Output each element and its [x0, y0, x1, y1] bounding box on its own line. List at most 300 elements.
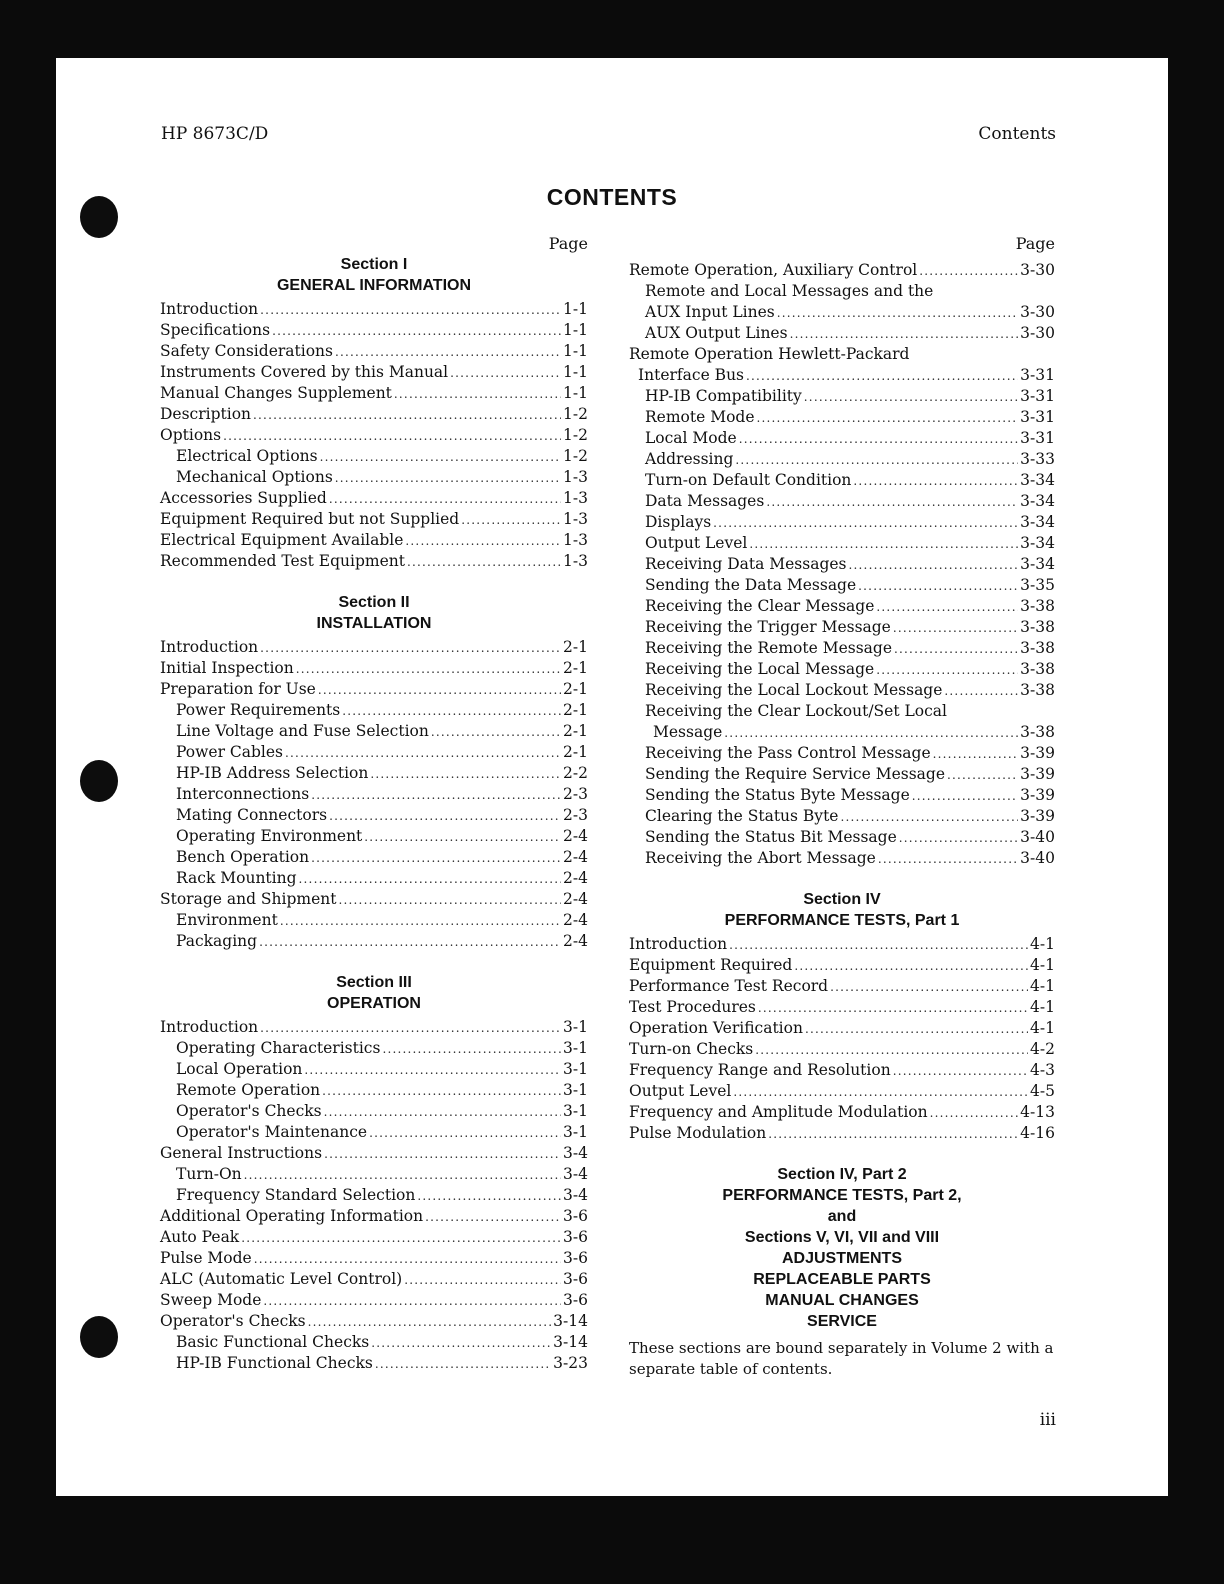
toc-leader-dots [272, 321, 561, 342]
toc-entry[interactable] [160, 488, 588, 509]
toc-entry-page: 3-33 [1020, 450, 1055, 468]
toc-entry-page: 3-38 [1020, 660, 1055, 678]
toc-entry-page: 3-38 [1020, 681, 1055, 699]
toc-leader-dots [450, 363, 561, 384]
section-heading-line: OPERATION [327, 995, 421, 1012]
toc-entry[interactable] [160, 1227, 588, 1248]
section-heading-line: SERVICE [807, 1313, 877, 1330]
toc-entry-title: Preparation for Use [160, 680, 316, 698]
toc-entry[interactable] [160, 551, 588, 572]
toc-entry[interactable] [629, 260, 1055, 281]
toc-entry-page: 3-4 [563, 1165, 588, 1183]
toc-entry-page: 4-13 [1020, 1103, 1055, 1121]
toc-entry-page: 2-4 [563, 890, 588, 908]
page-column-label: Page [548, 234, 588, 253]
toc-entry-title: Remote Operation, Auxiliary Control [629, 261, 918, 279]
toc-leader-dots [364, 827, 561, 848]
toc-entry[interactable] [160, 1206, 588, 1227]
section-heading-line: MANUAL CHANGES [765, 1292, 919, 1309]
toc-entry-page: 4-16 [1020, 1124, 1055, 1142]
toc-leader-dots [431, 722, 561, 743]
toc-leader-dots [244, 1165, 561, 1186]
toc-entry-title: Receiving Data Messages [645, 555, 847, 573]
toc-entry[interactable] [160, 868, 588, 889]
toc-entry[interactable] [629, 934, 1055, 955]
toc-entry[interactable] [160, 1353, 588, 1374]
toc-entry[interactable] [160, 679, 588, 700]
toc-entry[interactable] [629, 848, 1055, 869]
toc-entry-title: Safety Considerations [160, 342, 333, 360]
section-heading-line: Sections V, VI, VII and VIII [744, 1229, 940, 1246]
toc-entry-title: Receiving the Remote Message [645, 639, 893, 657]
toc-entry-title: Remote Mode [645, 408, 755, 426]
toc-leader-dots [304, 1060, 561, 1081]
section-heading-line: Section III [336, 974, 412, 991]
toc-leader-dots [724, 723, 1018, 744]
toc-entry[interactable] [160, 889, 588, 910]
toc-entry-title: Output Level [645, 534, 748, 552]
toc-entry[interactable] [629, 955, 1055, 976]
section-heading-line: Section I [340, 256, 408, 273]
toc-entry[interactable] [629, 407, 1055, 428]
toc-leader-dots [260, 300, 561, 321]
toc-entry-title: Bench Operation [176, 848, 310, 866]
toc-leader-dots [805, 1019, 1028, 1040]
toc-entry-page: 3-31 [1020, 429, 1055, 447]
toc-entry[interactable] [160, 721, 588, 742]
toc-leader-dots [876, 597, 1018, 618]
toc-entry-page: 3-34 [1020, 513, 1055, 531]
toc-entry-title: Auto Peak [160, 1228, 240, 1246]
toc-entry-page: 3-6 [563, 1270, 588, 1288]
toc-leader-dots [840, 807, 1018, 828]
toc-entry[interactable] [160, 700, 588, 721]
toc-entry[interactable] [629, 344, 1055, 365]
toc-entry[interactable] [160, 1101, 588, 1122]
toc-entry[interactable] [629, 722, 1055, 743]
toc-leader-dots [407, 552, 561, 573]
toc-entry[interactable] [629, 1123, 1055, 1144]
toc-entry-page: 4-1 [1030, 977, 1055, 995]
toc-entry[interactable] [629, 1102, 1055, 1123]
toc-entry-title: Interface Bus [638, 366, 745, 384]
toc-entry[interactable] [160, 1038, 588, 1059]
section-heading-line: INSTALLATION [316, 615, 432, 632]
toc-entry[interactable] [160, 383, 588, 404]
toc-entry[interactable] [160, 826, 588, 847]
page-column-label: Page [1015, 234, 1055, 253]
toc-entry-title: Frequency Range and Resolution [629, 1061, 891, 1079]
toc-entry-title: Operator's Checks [176, 1102, 322, 1120]
toc-entry-page: 3-6 [563, 1207, 588, 1225]
toc-entry-page: 1-2 [563, 426, 588, 444]
toc-entry-page: 3-39 [1020, 765, 1055, 783]
toc-entry-title: Performance Test Record [629, 977, 829, 995]
toc-entry-page: 3-38 [1020, 618, 1055, 636]
toc-entry[interactable] [160, 509, 588, 530]
toc-entry-page: 1-1 [563, 300, 588, 318]
section-heading-line: Section IV, Part 2 [777, 1166, 907, 1183]
toc-entry-title: Test Procedures [629, 998, 756, 1016]
toc-entry[interactable] [629, 1018, 1055, 1039]
toc-leader-dots [263, 1291, 561, 1312]
toc-entry-page: 3-30 [1020, 261, 1055, 279]
toc-leader-dots [335, 342, 561, 363]
toc-entry-title: ALC (Automatic Level Control) [160, 1270, 403, 1288]
toc-entry-title: Introduction [629, 935, 728, 953]
toc-leader-dots [912, 786, 1018, 807]
toc-entry-title: Storage and Shipment [160, 890, 337, 908]
toc-entry[interactable] [160, 1332, 588, 1353]
toc-leader-dots [893, 618, 1018, 639]
toc-leader-dots [849, 555, 1019, 576]
toc-entry-page: 3-1 [563, 1018, 588, 1036]
toc-entry-title: Pulse Modulation [629, 1124, 767, 1142]
toc-leader-dots [394, 384, 561, 405]
toc-entry[interactable] [160, 1269, 588, 1290]
toc-leader-dots [369, 1123, 561, 1144]
toc-entry-title: Manual Changes Supplement [160, 384, 392, 402]
toc-entry[interactable] [160, 467, 588, 488]
toc-entry-title: Message [653, 723, 723, 741]
toc-entry[interactable] [160, 637, 588, 658]
toc-entry-page: 1-3 [563, 552, 588, 570]
toc-entry[interactable] [629, 743, 1055, 764]
toc-entry[interactable] [629, 554, 1055, 575]
toc-leader-dots [223, 426, 561, 447]
toc-entry-page: 2-4 [563, 848, 588, 866]
toc-entry[interactable] [629, 701, 1055, 722]
toc-entry-title: Turn-On [176, 1165, 242, 1183]
toc-entry[interactable] [160, 658, 588, 679]
toc-entry-title: Receiving the Clear Message [645, 597, 875, 615]
toc-entry[interactable] [160, 1122, 588, 1143]
toc-leader-dots [735, 450, 1018, 471]
toc-entry[interactable] [160, 742, 588, 763]
toc-entry[interactable] [160, 763, 588, 784]
toc-leader-dots [733, 1082, 1028, 1103]
toc-entry-title: Environment [176, 911, 278, 929]
header-right: Contents [978, 124, 1056, 144]
toc-entry-page: 2-2 [563, 764, 588, 782]
toc-leader-dots [311, 785, 561, 806]
toc-entry[interactable] [629, 428, 1055, 449]
toc-entry[interactable] [160, 404, 588, 425]
toc-entry-title: Introduction [160, 638, 259, 656]
toc-entry[interactable] [160, 1017, 588, 1038]
toc-entry-page: 3-31 [1020, 387, 1055, 405]
toc-entry-title: Sending the Status Byte Message [645, 786, 910, 804]
toc-entry-page: 1-1 [563, 321, 588, 339]
toc-entry[interactable] [160, 1248, 588, 1269]
toc-entry-page: 3-38 [1020, 597, 1055, 615]
toc-entry[interactable] [160, 1059, 588, 1080]
toc-entry-page: 3-30 [1020, 324, 1055, 342]
toc-entry-page: 1-2 [563, 447, 588, 465]
toc-entry-title: Equipment Required but not Supplied [160, 510, 460, 528]
section-heading-line: PERFORMANCE TESTS, Part 1 [724, 912, 960, 929]
toc-entry-title: HP-IB Compatibility [645, 387, 802, 405]
toc-entry-page: 3-30 [1020, 303, 1055, 321]
toc-entry[interactable] [160, 1290, 588, 1311]
toc-entry-page: 3-39 [1020, 744, 1055, 762]
toc-entry-page: 1-1 [563, 384, 588, 402]
toc-entry[interactable] [629, 1039, 1055, 1060]
toc-entry[interactable] [160, 425, 588, 446]
toc-entry-title: Basic Functional Checks [176, 1333, 370, 1351]
toc-entry-title: Pulse Mode [160, 1249, 252, 1267]
toc-entry-title: Equipment Required [629, 956, 793, 974]
toc-leader-dots [404, 1270, 561, 1291]
toc-entry[interactable] [160, 1311, 588, 1332]
section-heading-line: GENERAL INFORMATION [276, 277, 472, 294]
toc-entry-page: 4-1 [1030, 935, 1055, 953]
toc-leader-dots [382, 1039, 561, 1060]
toc-leader-dots [933, 744, 1019, 765]
toc-entry-page: 3-39 [1020, 807, 1055, 825]
toc-entry-page: 3-1 [563, 1102, 588, 1120]
toc-entry[interactable] [160, 1185, 588, 1206]
toc-entry-page: 3-1 [563, 1060, 588, 1078]
toc-entry-title: General Instructions [160, 1144, 323, 1162]
toc-entry-page: 2-1 [563, 722, 588, 740]
toc-leader-dots [804, 387, 1018, 408]
toc-entry-page: 2-3 [563, 806, 588, 824]
toc-entry[interactable] [629, 512, 1055, 533]
section-heading-line: Section IV [803, 891, 881, 908]
toc-leader-dots [280, 911, 561, 932]
section-heading [160, 972, 588, 1014]
toc-leader-dots [878, 849, 1018, 870]
section-heading [629, 1164, 1055, 1332]
toc-entry[interactable] [160, 847, 588, 868]
page-title: CONTENTS [546, 184, 678, 210]
toc-entry-title: Operator's Checks [160, 1312, 306, 1330]
toc-entry-title: Electrical Equipment Available [160, 531, 404, 549]
toc-entry[interactable] [629, 827, 1055, 848]
toc-leader-dots [858, 576, 1018, 597]
toc-entry[interactable] [160, 805, 588, 826]
toc-entry-page: 4-1 [1030, 956, 1055, 974]
toc-entry[interactable] [629, 806, 1055, 827]
toc-entry[interactable] [160, 362, 588, 383]
toc-entry-title: Local Mode [645, 429, 737, 447]
toc-entry-page: 3-39 [1020, 786, 1055, 804]
toc-entry-title: Sending the Status Bit Message [645, 828, 897, 846]
toc-entry[interactable] [629, 659, 1055, 680]
toc-entry-page: 3-4 [563, 1186, 588, 1204]
toc-entry-page: 1-1 [563, 342, 588, 360]
toc-leader-dots [713, 513, 1018, 534]
toc-entry[interactable] [629, 1060, 1055, 1081]
toc-entry-page: 1-3 [563, 510, 588, 528]
toc-leader-dots [259, 932, 561, 953]
toc-leader-dots [335, 468, 561, 489]
toc-entry-title: Receiving the Trigger Message [645, 618, 891, 636]
toc-leader-dots [324, 1102, 561, 1123]
toc-entry-page: 2-4 [563, 827, 588, 845]
toc-leader-dots [746, 366, 1018, 387]
toc-leader-dots [342, 701, 561, 722]
toc-entry-page: 3-40 [1020, 828, 1055, 846]
toc-entry-title: Operator's Maintenance [176, 1123, 368, 1141]
toc-entry[interactable] [160, 784, 588, 805]
toc-leader-dots [260, 1018, 561, 1039]
toc-leader-dots [757, 408, 1019, 429]
toc-entry[interactable] [629, 976, 1055, 997]
toc-leader-dots [320, 447, 561, 468]
toc-entry[interactable] [629, 680, 1055, 701]
toc-leader-dots [254, 1249, 561, 1270]
toc-leader-dots [253, 405, 561, 426]
section-heading [160, 592, 588, 634]
toc-entry-title: Initial Inspection [160, 659, 294, 677]
toc-entry-page: 4-3 [1030, 1061, 1055, 1079]
toc-entry-title: Mechanical Options [176, 468, 333, 486]
toc-entry-title: Receiving the Local Lockout Message [645, 681, 943, 699]
toc-entry-page: 2-4 [563, 911, 588, 929]
toc-entry-page: 3-1 [563, 1081, 588, 1099]
section-heading-line: and [827, 1208, 857, 1225]
toc-entry-title: Interconnections [176, 785, 310, 803]
toc-entry-title: Introduction [160, 300, 259, 318]
document-page [56, 58, 1168, 1496]
toc-entry-page: 1-3 [563, 468, 588, 486]
toc-leader-dots [899, 828, 1018, 849]
toc-entry[interactable] [160, 341, 588, 362]
section-heading [160, 254, 588, 296]
toc-leader-dots [876, 660, 1018, 681]
toc-entry[interactable] [629, 281, 1055, 302]
right-column [629, 233, 1055, 1380]
toc-leader-dots [947, 765, 1018, 786]
toc-leader-dots [894, 639, 1018, 660]
toc-entry-title: Receiving the Local Message [645, 660, 875, 678]
toc-entry-page: 3-34 [1020, 471, 1055, 489]
toc-entry-title: Operating Environment [176, 827, 363, 845]
toc-entry[interactable] [629, 449, 1055, 470]
toc-entry-title: Line Voltage and Fuse Selection [176, 722, 429, 740]
toc-entry-page: 3-4 [563, 1144, 588, 1162]
toc-entry-title: Operating Characteristics [176, 1039, 381, 1057]
toc-entry-title: Sending the Data Message [645, 576, 857, 594]
toc-entry[interactable] [629, 1081, 1055, 1102]
section-heading-line: Section II [338, 594, 410, 611]
toc-leader-dots [755, 1040, 1028, 1061]
toc-entry[interactable] [160, 1164, 588, 1185]
toc-leader-dots [260, 638, 561, 659]
toc-entry[interactable] [160, 320, 588, 341]
toc-leader-dots [318, 680, 561, 701]
toc-entry-title: Receiving the Pass Control Message [645, 744, 931, 762]
toc-entry-page: 2-1 [563, 638, 588, 656]
toc-entry-title: Output Level [629, 1082, 732, 1100]
toc-entry[interactable] [160, 910, 588, 931]
toc-entry[interactable] [160, 1143, 588, 1164]
toc-entry-title: AUX Input Lines [645, 303, 775, 321]
toc-entry-title: Remote Operation [176, 1081, 321, 1099]
toc-entry[interactable] [629, 764, 1055, 785]
toc-leader-dots [308, 1312, 552, 1333]
toc-leader-dots [830, 977, 1028, 998]
toc-entry[interactable] [160, 1080, 588, 1101]
left-column [160, 233, 588, 1374]
toc-entry-page: 1-2 [563, 405, 588, 423]
page-number: iii [1039, 1410, 1056, 1430]
toc-entry[interactable] [629, 491, 1055, 512]
toc-entry-title: Displays [645, 513, 712, 531]
toc-entry[interactable] [629, 386, 1055, 407]
toc-entry[interactable] [629, 596, 1055, 617]
toc-entry[interactable] [629, 302, 1055, 323]
toc-entry-title: Additional Operating Information [160, 1207, 424, 1225]
toc-leader-dots [768, 1124, 1018, 1145]
toc-entry-title: Recommended Test Equipment [160, 552, 405, 570]
toc-entry-title: Data Messages [645, 492, 765, 510]
toc-entry[interactable] [629, 470, 1055, 491]
toc-leader-dots [371, 1333, 551, 1354]
toc-leader-dots [758, 998, 1028, 1019]
toc-entry-page: 3-31 [1020, 408, 1055, 426]
toc-leader-dots [285, 743, 561, 764]
binder-hole [80, 1316, 118, 1358]
toc-entry[interactable] [629, 997, 1055, 1018]
toc-entry-page: 4-1 [1030, 1019, 1055, 1037]
toc-entry[interactable] [629, 323, 1055, 344]
toc-leader-dots [324, 1144, 561, 1165]
toc-leader-dots [794, 956, 1028, 977]
toc-entry-page: 1-3 [563, 531, 588, 549]
toc-entry[interactable] [629, 617, 1055, 638]
toc-entry-page: 3-1 [563, 1123, 588, 1141]
toc-entry[interactable] [160, 931, 588, 952]
toc-entry[interactable] [629, 638, 1055, 659]
toc-entry-title: Remote Operation Hewlett-Packard [629, 345, 910, 363]
toc-entry-title: Frequency Standard Selection [176, 1186, 416, 1204]
toc-leader-dots [766, 492, 1018, 513]
toc-entry-title: Addressing [645, 450, 734, 468]
toc-entry-page: 3-34 [1020, 534, 1055, 552]
toc-leader-dots [729, 935, 1028, 956]
section-heading [629, 889, 1055, 931]
toc-leader-dots [405, 531, 561, 552]
toc-entry-title: Local Operation [176, 1060, 303, 1078]
toc-entry-page: 3-6 [563, 1228, 588, 1246]
toc-entry-title: Description [160, 405, 252, 423]
toc-leader-dots [322, 1081, 561, 1102]
toc-entry-title: Sending the Require Service Message [645, 765, 945, 783]
toc-leader-dots [930, 1103, 1019, 1124]
toc-entry[interactable] [629, 575, 1055, 596]
toc-entry-page: 3-6 [563, 1291, 588, 1309]
toc-entry-page: 2-1 [563, 680, 588, 698]
toc-entry-page: 2-4 [563, 869, 588, 887]
toc-entry[interactable] [629, 365, 1055, 386]
toc-entry-title: Mating Connectors [176, 806, 328, 824]
toc-entry-title: Remote and Local Messages and the [645, 282, 934, 300]
toc-entry-page: 3-14 [553, 1312, 588, 1330]
toc-entry[interactable] [160, 299, 588, 320]
toc-entry-page: 3-14 [553, 1333, 588, 1351]
toc-leader-dots [853, 471, 1018, 492]
toc-entry[interactable] [629, 785, 1055, 806]
toc-entry[interactable] [629, 533, 1055, 554]
toc-entry[interactable] [160, 446, 588, 467]
toc-entry-title: Frequency and Amplitude Modulation [629, 1103, 928, 1121]
toc-leader-dots [417, 1186, 561, 1207]
toc-entry-title: Power Cables [176, 743, 284, 761]
toc-entry[interactable] [160, 530, 588, 551]
